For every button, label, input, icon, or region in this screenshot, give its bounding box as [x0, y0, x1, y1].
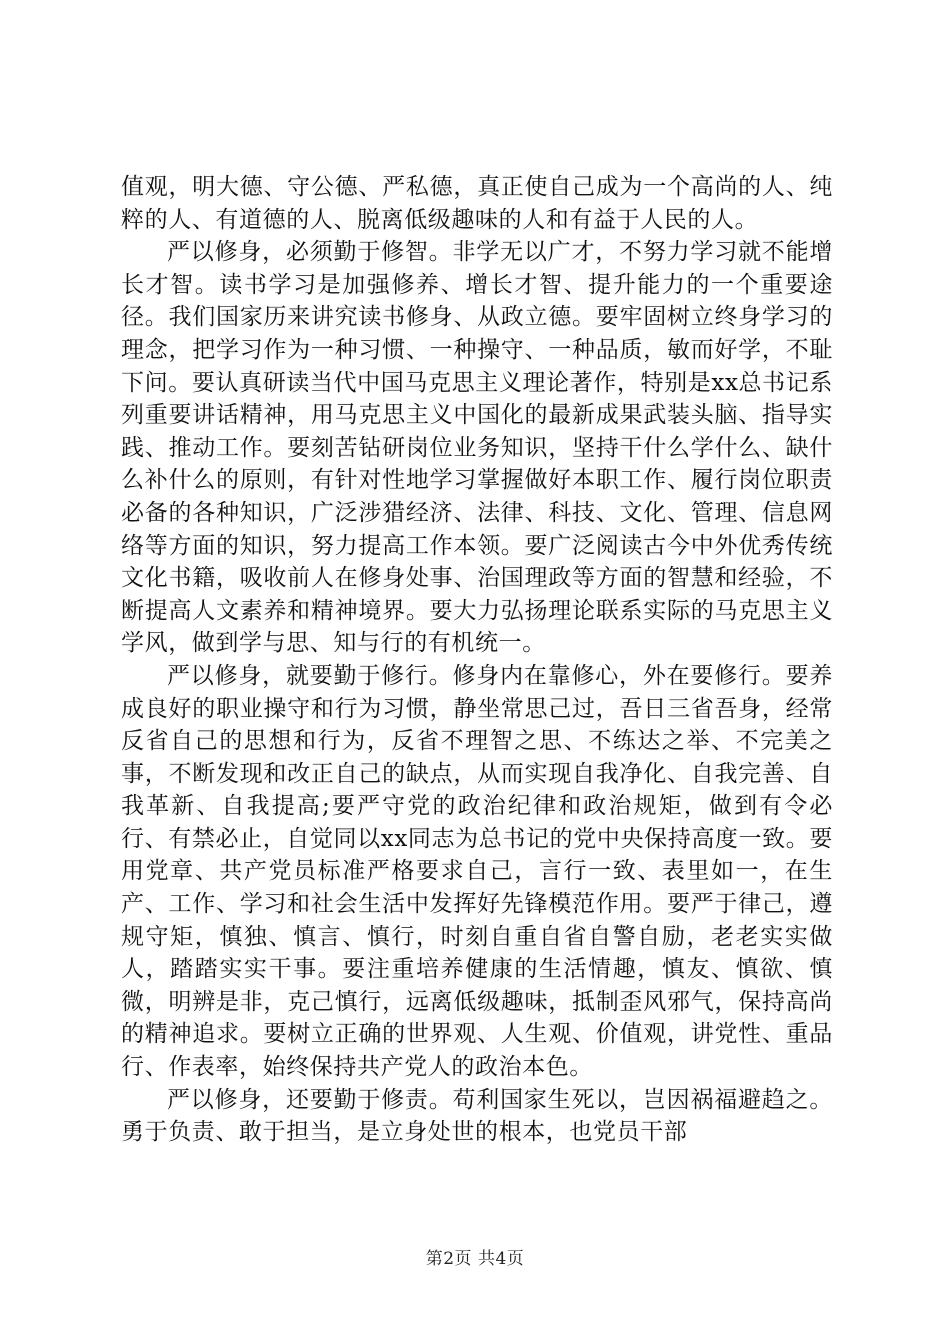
paragraph-3: 严以修身，就要勤于修行。修身内在靠修心，外在要修行。要养成良好的职业操守和行为习惯，静坐常思己过，吾日三省吾身，经常反省自己的思想和行为，反省不理智之思、不练达之举、不完美之事，不断发现和改正自己的缺点，从而实现自我净化、自我完善、自我革新、自我提高;要严守党的政治纪律和政治规矩，做到有令必行、有禁必止，自觉同以xx同志为总书记的党中央保持高度一致。要用党章、共产党员标准严格要求自己，言行一致、表里如一，在生产、工作、学习和社会生活中发挥好先锋模范作用。要严于律己，遵规守矩，慎独、慎言、慎行，时刻自重自省自警自励，老老实实做人，踏踏实实干事。要注重培养健康的生活情趣，慎友、慎欲、慎微，明辨是非，克己慎行，远离低级趣味，抵制歪风邪气，保持高尚的精神追求。要树立正确的世界观、人生观、价值观，讲党性、重品行、作表率，始终保持共产党人的政治本色。	[121, 662, 833, 1081]
document-body	[121, 171, 833, 1149]
page-number-footer: 第2页 共4页	[425, 1249, 525, 1269]
paragraph-4: 严以修身，还要勤于修责。苟利国家生死以，岂因祸福避趋之。勇于负责、敢于担当，是立身处世的根本，也党员干部	[121, 1086, 833, 1146]
paragraph-1: 值观，明大德、守公德、严私德，真正使自己成为一个高尚的人、纯粹的人、有道德的人、脱离低级趣味的人和有益于人民的人。	[121, 174, 833, 233]
paragraph-2: 严以修身，必须勤于修智。非学无以广才，不努力学习就不能增长才智。读书学习是加强修养、增长才智、提升能力的一个重要途径。我们国家历来讲究读书修身、从政立德。要牢固树立终身学习的理念，把学习作为一种习惯、一种操守、一种品质，敏而好学，不耻下问。要认真研读当代中国马克思主义理论著作，特别是xx总书记系列重要讲话精神，用马克思主义中国化的最新成果武装头脑、指导实践、推动工作。要刻苦钻研岗位业务知识，坚持干什么学什么、缺什么补什么的原则，有针对性地学习掌握做好本职工作、履行岗位职责必备的各种知识，广泛涉猎经济、法律、科技、文化、管理、信息网络等方面的知识，努力提高工作本领。要广泛阅读古今中外优秀传统文化书籍，吸收前人在修身处事、治国理政等方面的智慧和经验，不断提高人文素养和精神境界。要大力弘扬理论联系实际的马克思主义学风，做到学与思、知与行的有机统一。	[121, 239, 833, 657]
